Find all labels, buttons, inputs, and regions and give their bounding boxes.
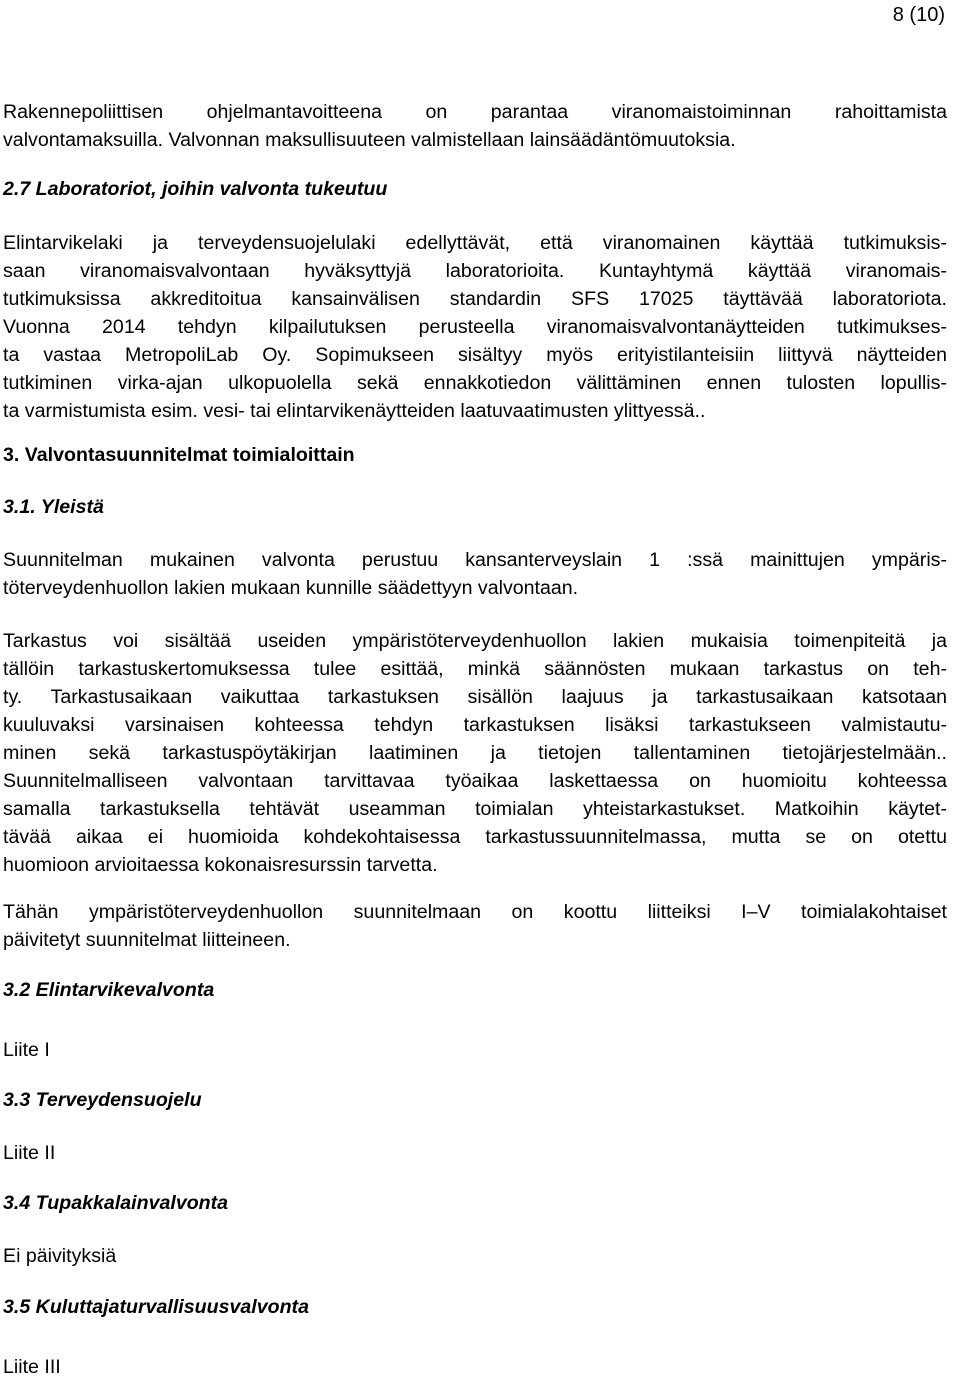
text-line: Tähän ympäristöterveydenhuollon suunnitelmaan on koottu liitteiksi I–V toimialakohtaiset — [3, 901, 947, 923]
paragraph-1 — [3, 546, 947, 602]
text-line: Suunnitelmalliseen valvontaan tarvittavaa työaikaa laskettaessa on huomioitu kohteessa — [3, 770, 947, 792]
section-3-5-text: Liite III — [3, 1356, 61, 1378]
text-line: ta varmistumista esim. vesi- tai elintarvikenäytteiden laatuvaatimusten ylittyessä.. — [3, 400, 706, 422]
section-2-7-heading: 2.7 Laboratoriot, joihin valvonta tukeutuu — [3, 178, 388, 200]
text-line: tällöin tarkastuskertomuksessa tulee esittää, minkä säännösten mukaan tarkastus on teh- — [3, 658, 947, 680]
text-line: tävää aikaa ei huomioida kohdekohtaisessa tarkastussuunnitelmassa, mutta se on otettu — [3, 826, 947, 848]
text-line: saan viranomaisvalvontaan hyväksyttyjä laboratorioita. Kuntayhtymä käyttää viranomais- — [3, 260, 947, 282]
text-line: minen sekä tarkastuspöytäkirjan laatiminen ja tietojen tallentaminen tietojärjestelmään.. — [3, 742, 947, 764]
text-line: päivitetyt suunnitelmat liitteineen. — [3, 929, 291, 951]
text-line: samalla tarkastuksella tehtävät useamman toimialan yhteistarkastukset. Matkoihin käytet- — [3, 798, 947, 820]
section-3-1-heading: 3.1. Yleistä — [3, 496, 104, 518]
paragraph-2 — [3, 627, 947, 879]
text-line: tutkiminen virka-ajan ulkopuolella sekä ennakkotiedon välittäminen ennen tulosten lopullis- — [3, 372, 947, 394]
text-line: ta vastaa MetropoliLab Oy. Sopimukseen sisältyy myös erityistilanteisiin liittyvä näytteiden — [3, 344, 947, 366]
text-line: huomioon arvioitaessa kokonaisresurssin tarvetta. — [3, 854, 438, 876]
page-number: 8 (10) — [892, 4, 945, 26]
section-3-3-text: Liite II — [3, 1142, 56, 1164]
text-line: kuuluvaksi varsinaisen kohteessa tehdyn tarkastuksen lisäksi tarkastukseen valmistautu- — [3, 714, 947, 736]
section-3-4-heading: 3.4 Tupakkalainvalvonta — [3, 1192, 229, 1214]
section-3-5-heading: 3.5 Kuluttajaturvallisuusvalvonta — [3, 1296, 309, 1318]
text-line: Suunnitelman mukainen valvonta perustuu kansanterveyslain 1 :ssä mainittujen ympäris- — [3, 549, 947, 571]
text-line: valvontamaksuilla. Valvonnan maksullisuuteen valmistellaan lainsäädäntömuutoksia. — [3, 129, 736, 151]
intro-paragraph — [3, 98, 947, 154]
text-line: Rakennepoliittisen ohjelmantavoitteena on parantaa viranomaistoiminnan rahoittamista — [3, 101, 947, 123]
text-line: Tarkastus voi sisältää useiden ympäristöterveydenhuollon lakien mukaisia toimenpiteitä ja — [3, 630, 947, 652]
section-3-heading: 3. Valvontasuunnitelmat toimialoittain — [3, 444, 355, 466]
section-3-2-heading: 3.2 Elintarvikevalvonta — [3, 979, 215, 1001]
text-line: ty. Tarkastusaikaan vaikuttaa tarkastuksen sisällön laajuus ja tarkastusaikaan katsotaan — [3, 686, 947, 708]
section-3-3-heading: 3.3 Terveydensuojelu — [3, 1089, 202, 1111]
text-line: tutkimuksissa akkreditoitua kansainvälisen standardin SFS 17025 täyttävää laboratoriota. — [3, 288, 947, 310]
text-line: Elintarvikelaki ja terveydensuojelulaki edellyttävät, että viranomainen käyttää tutkimuksis- — [3, 232, 947, 254]
section-3-4-text: Ei päivityksiä — [3, 1245, 117, 1267]
paragraph-3 — [3, 898, 947, 954]
text-line: töterveydenhuollon lakien mukaan kunnille säädettyyn valvontaan. — [3, 577, 579, 599]
section-3-2-text: Liite I — [3, 1039, 50, 1061]
text-line: Vuonna 2014 tehdyn kilpailutuksen perusteella viranomaisvalvontanäytteiden tutkimukses- — [3, 316, 947, 338]
section-2-7-paragraph — [3, 229, 947, 425]
